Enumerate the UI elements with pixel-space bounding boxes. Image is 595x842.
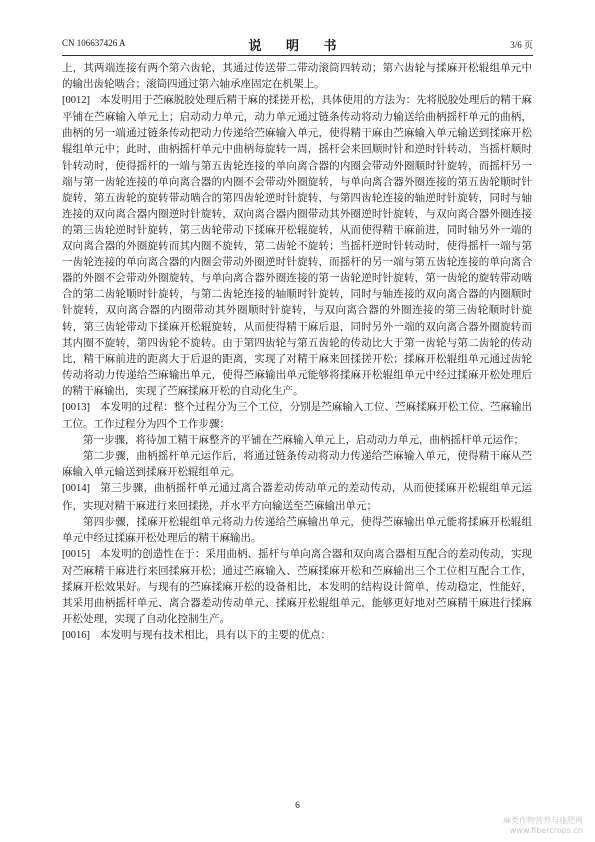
watermark-site-name: 麻类作物营养与施肥网 [503, 816, 583, 825]
page-header [62, 36, 533, 52]
publication-number: CN 106637426 A [62, 38, 126, 48]
paragraph [62, 514, 532, 546]
paragraph-text: 第四步骤，揉麻开松辊组单元将动力传递给苎麻输出单元，使得苎麻输出单元能将揉麻开松辊组单元中经过揉麻开松处理后的精干麻输出。 [62, 515, 532, 544]
paragraph-text: 本发明的创造性在于：采用曲柄、摇杆与单向离合器和双向离合器相互配合的差动传动，实现对苎麻精干麻进行来回揉麻开松；通过苎麻输入、苎麻揉麻开松和苎麻输出三个工位相互配合工作，揉麻开松效果好。与现有的苎麻揉麻开松的设备相比，本发明的结构设计简单，传动稳定，性能好，其采用曲柄摇杆单元、离合器差动传动单元、揉麻开松辊组单元，能够更好地对苎麻精干麻进行揉麻开松处理，实现了自动化控制生产。 [62, 547, 532, 626]
paragraph [62, 480, 532, 513]
paragraph-number: [0015] [62, 548, 90, 560]
paragraph-text: 第二步骤，曲柄摇杆单元运作后，将通过链条传动将动力传递给苎麻输入单元，使得精干麻从苎麻输入单元输送到揉麻开松辊组单元。 [62, 450, 532, 479]
document-body [62, 60, 532, 644]
paragraph-text: 第一步骤，将待加工精干麻整齐的平铺在苎麻输入单元上，启动动力单元，曲柄摇杆单元运作； [83, 434, 524, 447]
paragraph [62, 627, 532, 644]
paragraph-text: 本发明与现有技术相比，具有以下的主要的优点： [100, 629, 331, 642]
paragraph-text: 本发明用于苎麻脱胶处理后精干麻的揉搓开松，具体使用的方法为：先将脱胶处理后的精干麻平铺在苎麻输入单元上；启动动力单元，动力单元通过链条传动将动力输送给曲柄摇杆单元的曲柄，曲柄的另一端通过链条传动把动力传递给苎麻输入单元，使得精干麻由苎麻输入单元输送到揉麻开松辊组单元中；此时，曲柄摇杆单元中曲柄每旋转一周，摇杆会来回顺时针和逆时针转动，当摇杆顺时针转动时，使得摇杆的一端与第五齿轮连接的单向离合器的内圈会带动外圈顺时针旋转，而摇杆另一端与第一齿轮连接的单向离合器的内圈不会带动外圈旋转，与单向离合器外圈连接的第五齿轮顺时针旋转，第五齿轮的旋转带动啮合的第四齿轮逆时针旋转，与第四齿轮连接的轴逆时针旋转，同时与轴连接的双向离合器内圈逆时针旋转，双向离合器内圈带动其外圈逆时针旋转，与双向离合器外圈连接的第三齿轮逆时针旋转，第三齿轮带动下揉麻开松辊旋转，从而使得精干麻前进，同时轴另外一端的双向离合器的外圈旋转而其内圈不旋转，第二齿轮不旋转；当摇杆逆时针转动时，使得摇杆一端与第一齿轮连接的单向离合器的内圈会带动外圈逆时针旋转，而摇杆的另一端与第五齿轮连接的单向离合器的外圈不会带动外圈旋转，与单向离合器外圈连接的第一齿轮逆时针旋转，第一齿轮的旋转带动啮合的第二齿轮顺时针旋转，与第二齿轮连接的轴顺时针旋转，同时与轴连接的双向离合器的内圈顺时针旋转，双向离合器的内圈带动其外圈顺时针旋转，与双向离合器的外圈连接的第三齿轮顺时针旋转，第三齿轮带动下揉麻开松辊旋转，从而使得精干麻后退，同时另外一端的双向离合器外圈旋转而其内圈不旋转，第四齿轮不旋转。由于第四齿轮与第五齿轮的传动比大于第一齿轮与第二齿轮的传动比，精干麻前进的距离大于后退的距离，实现了对精干麻来回揉搓开松；揉麻开松辊组单元通过齿轮传动将动力传递给苎麻输出单元，使得苎麻输出单元能够将揉麻开松辊组单元中经过揉麻开松处理后的精干麻输出，实现了苎麻揉麻开松的自动化生产。 [62, 94, 532, 397]
paragraph-number: [0013] [62, 401, 90, 413]
paragraph [62, 546, 532, 627]
paragraph [62, 399, 532, 432]
watermark-url: www.fibercrops.cn [509, 826, 583, 835]
document-title: 说 明 书 [248, 39, 347, 54]
page-indicator: 3/6 页 [510, 40, 533, 50]
paragraph-text: 上，其两端连接有两个第六齿轮，其通过传送带二带动滚筒四转动；第六齿轮与揉麻开松辊组单元中的输出齿轮啮合；滚筒四通过第六轴承座固定在机架上。 [62, 62, 532, 91]
paragraph [62, 60, 532, 92]
paragraph-number: [0012] [62, 95, 90, 107]
paragraph-number: [0014] [62, 483, 90, 495]
paragraph-text: 本发明的过程：整个过程分为三个工位，分别是苎麻输入工位、苎麻揉麻开松工位、苎麻输出工位。工作过程分为四个工作步骤： [62, 400, 532, 431]
paragraph-text: 第三步骤，曲柄摇杆单元通过离合器差动传动单元的差动传动，从而使揉麻开松辊组单元运作，实现对精干麻进行来回揉搓，并水平方向输送至苎麻输出单元； [62, 482, 532, 512]
paragraph [62, 448, 532, 480]
header-divider [62, 55, 533, 56]
watermark [503, 816, 583, 836]
paragraph [62, 432, 532, 448]
paragraph [62, 92, 532, 399]
paragraph-number: [0016] [62, 630, 90, 642]
page-number: 6 [295, 801, 300, 811]
